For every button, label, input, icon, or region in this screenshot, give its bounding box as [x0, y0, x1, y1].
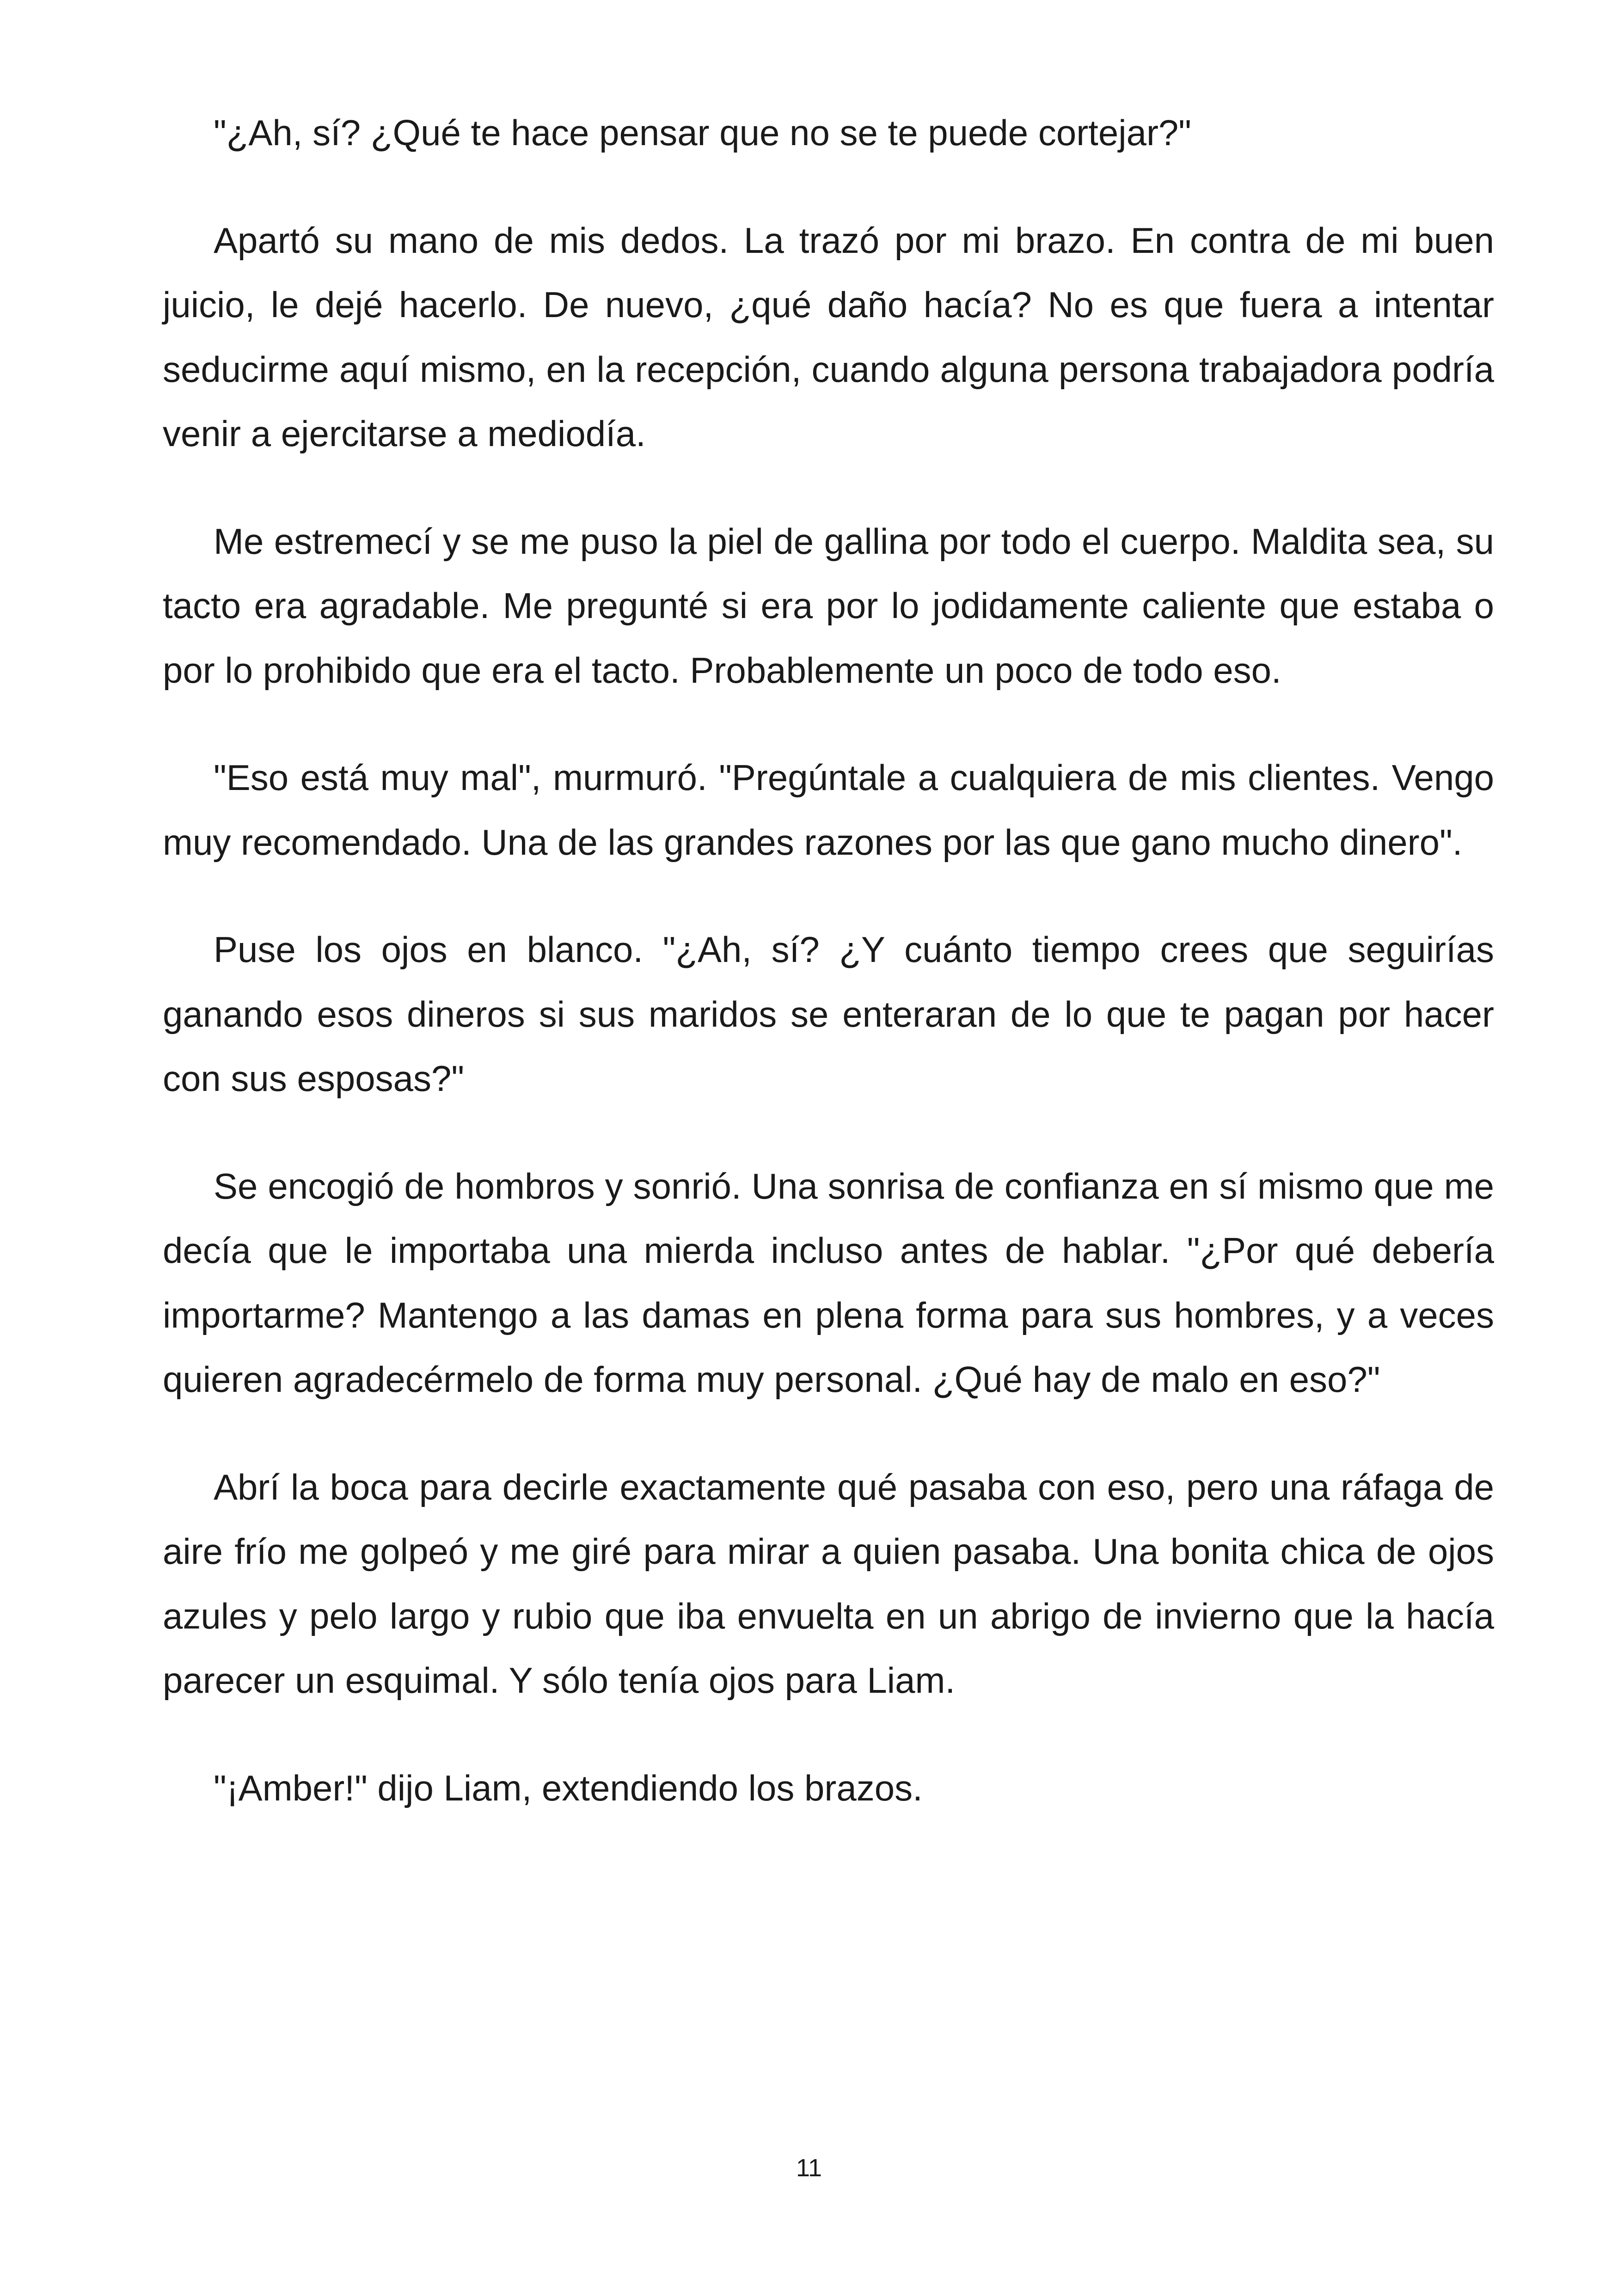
page-number: 11 — [796, 2154, 822, 2182]
body-text — [163, 101, 1494, 1863]
paragraph-6: Se encogió de hombros y sonrió. Una sonrisa de confianza en sí mismo que me decía que le importaba una mierda incluso antes de hablar. "¿Por qué debería importarme? Mantengo a las damas en plena forma para sus hombres, y a veces quieren agradecérmelo de forma muy personal. ¿Qué hay de malo en eso?" — [163, 1165, 1494, 1400]
paragraph-2: Apartó su mano de mis dedos. La trazó por mi brazo. En contra de mi buen juicio, le dejé hacerlo. De nuevo, ¿qué daño hacía? No es que fuera a intentar seducirme aquí mismo, en la recepción, cuando alguna persona trabajadora podría venir a ejercitarse a mediodía. — [163, 220, 1494, 454]
paragraph-3: Me estremecí y se me puso la piel de gallina por todo el cuerpo. Maldita sea, su tacto era agradable. Me pregunté si era por lo jodidamente caliente que estaba o por lo prohibido que era el tacto. Probablemente un poco de todo eso. — [163, 520, 1494, 691]
paragraph-8: "¡Amber!" dijo Liam, extendiendo los brazos. — [214, 1767, 923, 1808]
paragraph-7: Abrí la boca para decirle exactamente qué pasaba con eso, pero una ráfaga de aire frío me golpeó y me giré para mirar a quien pasaba. Una bonita chica de ojos azules y pelo largo y rubio que iba envuelta en un abrigo de invierno que la hacía parecer un esquimal. Y sólo tenía ojos para Liam. — [163, 1466, 1494, 1701]
paragraph-5: Puse los ojos en blanco. "¿Ah, sí? ¿Y cuánto tiempo crees que seguirías ganando esos dineros si sus maridos se enteraran de lo que te pagan por hacer con sus esposas?" — [163, 929, 1494, 1099]
paragraph-1: "¿Ah, sí? ¿Qué te hace pensar que no se te puede cortejar?" — [214, 112, 1191, 153]
paragraph-4: "Eso está muy mal", murmuró. "Pregúntale a cualquiera de mis clientes. Vengo muy recomendado. Una de las grandes razones por las que gano mucho dinero". — [163, 757, 1494, 863]
